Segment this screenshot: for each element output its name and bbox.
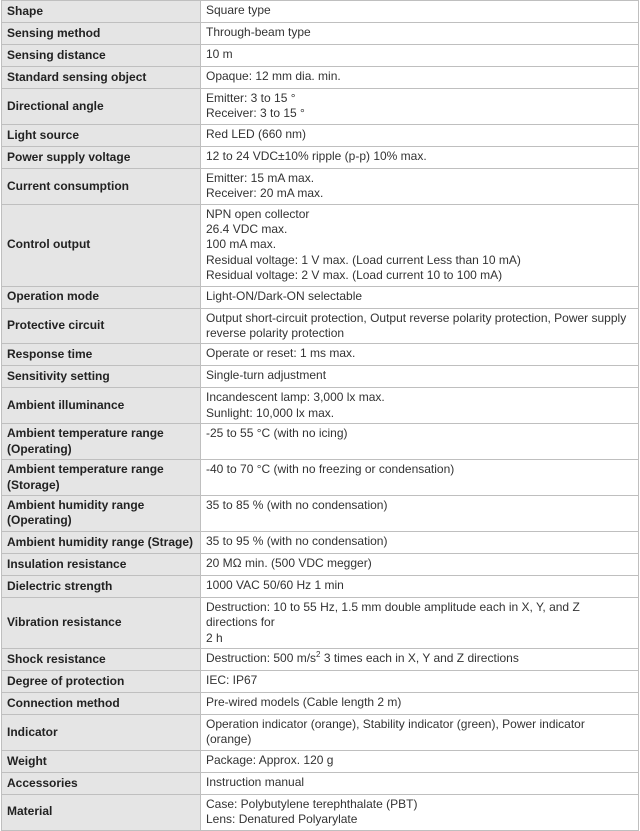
- spec-row: [2, 495, 639, 531]
- spec-value-line: Residual voltage: 2 V max. (Load current 10 to 100 mA): [206, 268, 503, 283]
- spec-label: Light source: [2, 124, 201, 146]
- spec-value-text: 3 times each in X, Y and Z directions: [320, 650, 519, 665]
- spec-label: Sensitivity setting: [2, 366, 201, 388]
- spec-value: [201, 772, 639, 794]
- spec-value-line: Red LED (660 nm): [206, 126, 307, 141]
- spec-row: [2, 67, 639, 89]
- spec-label: Vibration resistance: [2, 597, 201, 648]
- spec-value: [201, 168, 639, 204]
- specifications-body: [2, 1, 639, 831]
- spec-value-line: NPN open collector: [206, 206, 310, 221]
- spec-label: Standard sensing object: [2, 67, 201, 89]
- spec-value-line: Incandescent lamp: 3,000 lx max.: [206, 390, 385, 405]
- spec-row: [2, 531, 639, 553]
- spec-value: [201, 67, 639, 89]
- spec-label: Shock resistance: [2, 648, 201, 670]
- spec-label: Control output: [2, 204, 201, 286]
- spec-value-line: 100 mA max.: [206, 237, 277, 252]
- spec-value: [201, 794, 639, 830]
- spec-value-line: Square type: [206, 3, 271, 17]
- spec-value: [201, 460, 639, 496]
- spec-label: Sensing method: [2, 23, 201, 45]
- spec-label: Sensing distance: [2, 45, 201, 67]
- spec-value-line: 35 to 85 % (with no condensation): [206, 497, 388, 512]
- spec-label: Dielectric strength: [2, 575, 201, 597]
- spec-row: [2, 308, 639, 344]
- spec-row: [2, 168, 639, 204]
- spec-value-line: 20 MΩ min. (500 VDC megger): [206, 555, 372, 570]
- spec-row: [2, 750, 639, 772]
- spec-value-line: Through-beam type: [206, 25, 311, 39]
- spec-label: Material: [2, 794, 201, 830]
- spec-row: [2, 714, 639, 750]
- spec-value-line: Pre-wired models (Cable length 2 m): [206, 694, 402, 709]
- spec-value-line: Case: Polybutylene terephthalate (PBT): [206, 796, 418, 811]
- spec-label: Weight: [2, 750, 201, 772]
- spec-row: [2, 89, 639, 125]
- spec-value: [201, 204, 639, 286]
- spec-label: Power supply voltage: [2, 146, 201, 168]
- spec-value-line: Instruction manual: [206, 774, 305, 789]
- spec-value-line: Sunlight: 10,000 lx max.: [206, 405, 335, 420]
- spec-value-line: Receiver: 20 mA max.: [206, 186, 324, 201]
- spec-row: [2, 23, 639, 45]
- spec-value-line: Single-turn adjustment: [206, 368, 327, 383]
- spec-value-line: Light-ON/Dark-ON selectable: [206, 288, 363, 303]
- spec-value: [201, 388, 639, 424]
- spec-row: [2, 146, 639, 168]
- spec-value: [201, 424, 639, 460]
- spec-label: Response time: [2, 344, 201, 366]
- spec-value-line: Output short-circuit protection, Output reverse polarity protection, Power supply: [206, 310, 627, 325]
- spec-value: [201, 553, 639, 575]
- spec-row: [2, 344, 639, 366]
- spec-value-line: Lens: Denatured Polyarylate: [206, 812, 358, 827]
- spec-value: [201, 1, 639, 23]
- spec-row: [2, 424, 639, 460]
- spec-value-line: 12 to 24 VDC±10% ripple (p-p) 10% max.: [206, 148, 427, 163]
- spec-row: [2, 388, 639, 424]
- spec-label: Ambient illuminance: [2, 388, 201, 424]
- spec-value: [201, 366, 639, 388]
- spec-value: [201, 531, 639, 553]
- spec-label: Ambient humidity range (Strage): [2, 531, 201, 553]
- spec-row: [2, 597, 639, 648]
- spec-row: [2, 124, 639, 146]
- spec-value: [201, 597, 639, 648]
- spec-label: Ambient humidity range (Operating): [2, 495, 201, 531]
- spec-label: Connection method: [2, 692, 201, 714]
- spec-row: [2, 366, 639, 388]
- spec-value-line: Emitter: 15 mA max.: [206, 170, 315, 185]
- spec-value: [201, 670, 639, 692]
- spec-row: [2, 1, 639, 23]
- superscript-exponent: 2: [316, 649, 321, 659]
- spec-value-line: 10 m: [206, 47, 233, 61]
- spec-label: Insulation resistance: [2, 553, 201, 575]
- spec-value-line: -40 to 70 °C (with no freezing or condensation): [206, 462, 455, 477]
- spec-row: [2, 794, 639, 830]
- spec-value: [201, 45, 639, 67]
- spec-row: [2, 553, 639, 575]
- spec-row: [2, 286, 639, 308]
- spec-value: [201, 286, 639, 308]
- spec-value: [201, 648, 639, 670]
- spec-row: [2, 575, 639, 597]
- spec-value-line: reverse polarity protection: [206, 326, 345, 341]
- spec-row: [2, 45, 639, 67]
- spec-label: Ambient temperature range (Storage): [2, 460, 201, 496]
- spec-label: Degree of protection: [2, 670, 201, 692]
- spec-row: [2, 670, 639, 692]
- spec-value: [201, 124, 639, 146]
- spec-value-text: Destruction: 500 m/s: [206, 650, 317, 665]
- spec-value-line: Operation indicator (orange), Stability indicator (green), Power indicator (orange): [206, 716, 585, 747]
- spec-value: [201, 750, 639, 772]
- spec-value-line: 35 to 95 % (with no condensation): [206, 533, 388, 548]
- spec-value: [201, 344, 639, 366]
- spec-value: [201, 89, 639, 125]
- spec-value-line: Receiver: 3 to 15 °: [206, 106, 305, 121]
- spec-value-line: Package: Approx. 120 g: [206, 752, 334, 767]
- spec-value: [201, 575, 639, 597]
- specifications-table: [1, 0, 639, 831]
- spec-value: [201, 692, 639, 714]
- spec-row: [2, 692, 639, 714]
- spec-label: Accessories: [2, 772, 201, 794]
- spec-row: [2, 460, 639, 496]
- spec-value-line: 1000 VAC 50/60 Hz 1 min: [206, 577, 344, 592]
- spec-value-line: -25 to 55 °C (with no icing): [206, 426, 348, 441]
- spec-value-line: Residual voltage: 1 V max. (Load current Less than 10 mA): [206, 252, 521, 267]
- spec-label: Protective circuit: [2, 308, 201, 344]
- spec-value-line: 26.4 VDC max.: [206, 222, 288, 237]
- spec-value-line: Operate or reset: 1 ms max.: [206, 346, 356, 361]
- spec-label: Current consumption: [2, 168, 201, 204]
- spec-row: [2, 772, 639, 794]
- spec-label: Shape: [2, 1, 201, 23]
- spec-label: Ambient temperature range (Operating): [2, 424, 201, 460]
- spec-value: [201, 23, 639, 45]
- spec-value: [201, 146, 639, 168]
- spec-value-line: Opaque: 12 mm dia. min.: [206, 69, 341, 83]
- spec-label: Directional angle: [2, 89, 201, 125]
- spec-value-line: Destruction: 10 to 55 Hz, 1.5 mm double amplitude each in X, Y, and Z directions for: [206, 599, 580, 630]
- spec-label: Operation mode: [2, 286, 201, 308]
- spec-value-line: Emitter: 3 to 15 °: [206, 91, 296, 105]
- spec-value-line: IEC: IP67: [206, 672, 258, 687]
- spec-value: [201, 495, 639, 531]
- spec-label: Indicator: [2, 714, 201, 750]
- spec-value-line: 2 h: [206, 630, 223, 645]
- spec-row: [2, 204, 639, 286]
- spec-row: [2, 648, 639, 670]
- spec-value: [201, 714, 639, 750]
- spec-value: [201, 308, 639, 344]
